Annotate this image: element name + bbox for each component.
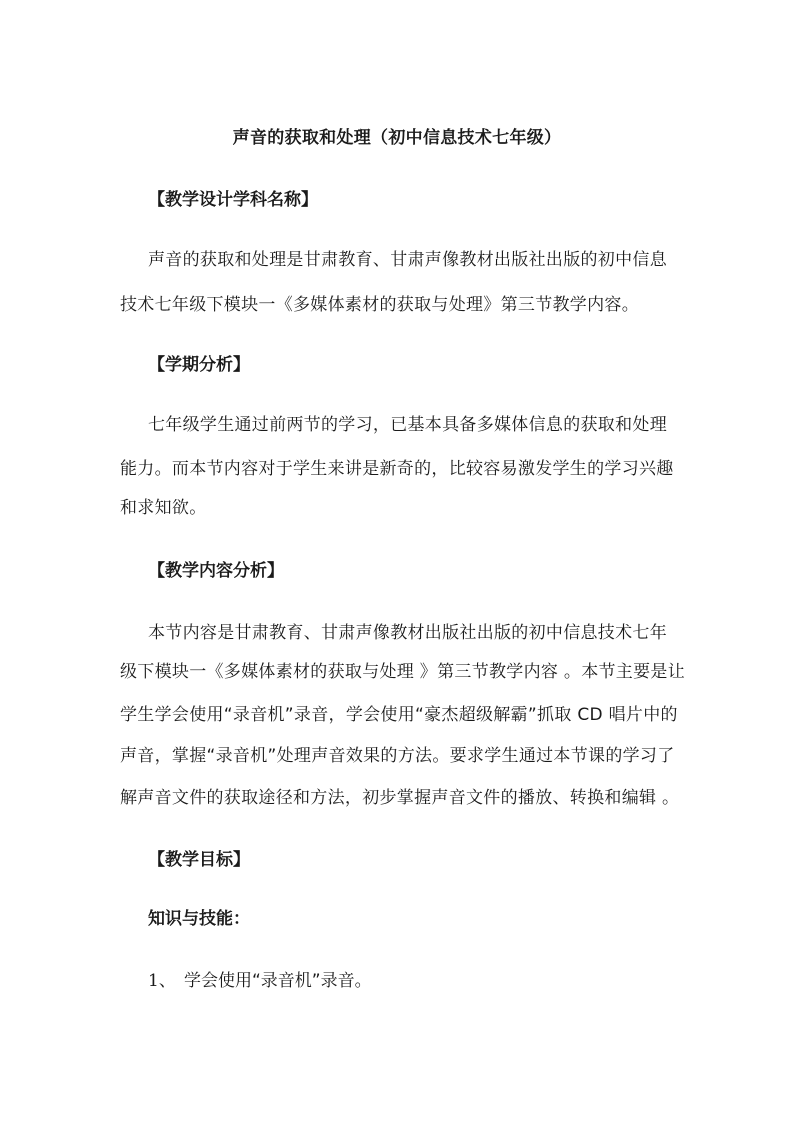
- section-heading-goals: 【教学目标】: [148, 850, 250, 870]
- document-title: 声音的获取和处理（初中信息技术七年级）: [232, 128, 562, 148]
- paragraph-line: 学生学会使用“录音机”录音，学会使用“豪杰超级解霸”抓取 CD 唱片中的: [120, 705, 678, 725]
- list-item: [148, 968, 372, 994]
- paragraph-line: 声音的获取和处理是甘肃教育、甘肃声像教材出版社出版的初中信息: [148, 250, 667, 270]
- section-heading-subject: 【教学设计学科名称】: [148, 190, 318, 210]
- subheading-knowledge-skills: 知识与技能：: [148, 909, 250, 929]
- paragraph-line: 级下模块一《多媒体素材的获取与处理 》第三节教学内容 。本节主要是让: [120, 662, 686, 682]
- paragraph-line: 本节内容是甘肃教育、甘肃声像教材出版社出版的初中信息技术七年: [148, 623, 667, 643]
- paragraph-line: 能力。而本节内容对于学生来讲是新奇的，比较容易激发学生的学习兴趣: [120, 459, 674, 479]
- paragraph-line: 七年级学生通过前两节的学习，已基本具备多媒体信息的获取和处理: [148, 415, 667, 435]
- section-heading-content: 【教学内容分析】: [148, 561, 284, 581]
- list-item-text: 学会使用“录音机”录音。: [184, 971, 372, 991]
- section-heading-term: 【学期分析】: [148, 355, 250, 375]
- paragraph-line: 解声音文件的获取途径和方法，初步掌握声音文件的播放、转换和编辑 。: [120, 788, 680, 808]
- paragraph-line: 技术七年级下模块一《多媒体素材的获取与处理》第三节教学内容。: [120, 295, 639, 315]
- paragraph-line: 声音，掌握“录音机”处理声音效果的方法。要求学生通过本节课的学习了: [120, 746, 675, 766]
- list-item-number: 1、: [148, 971, 176, 991]
- paragraph-line: 和求知欲。: [120, 498, 207, 518]
